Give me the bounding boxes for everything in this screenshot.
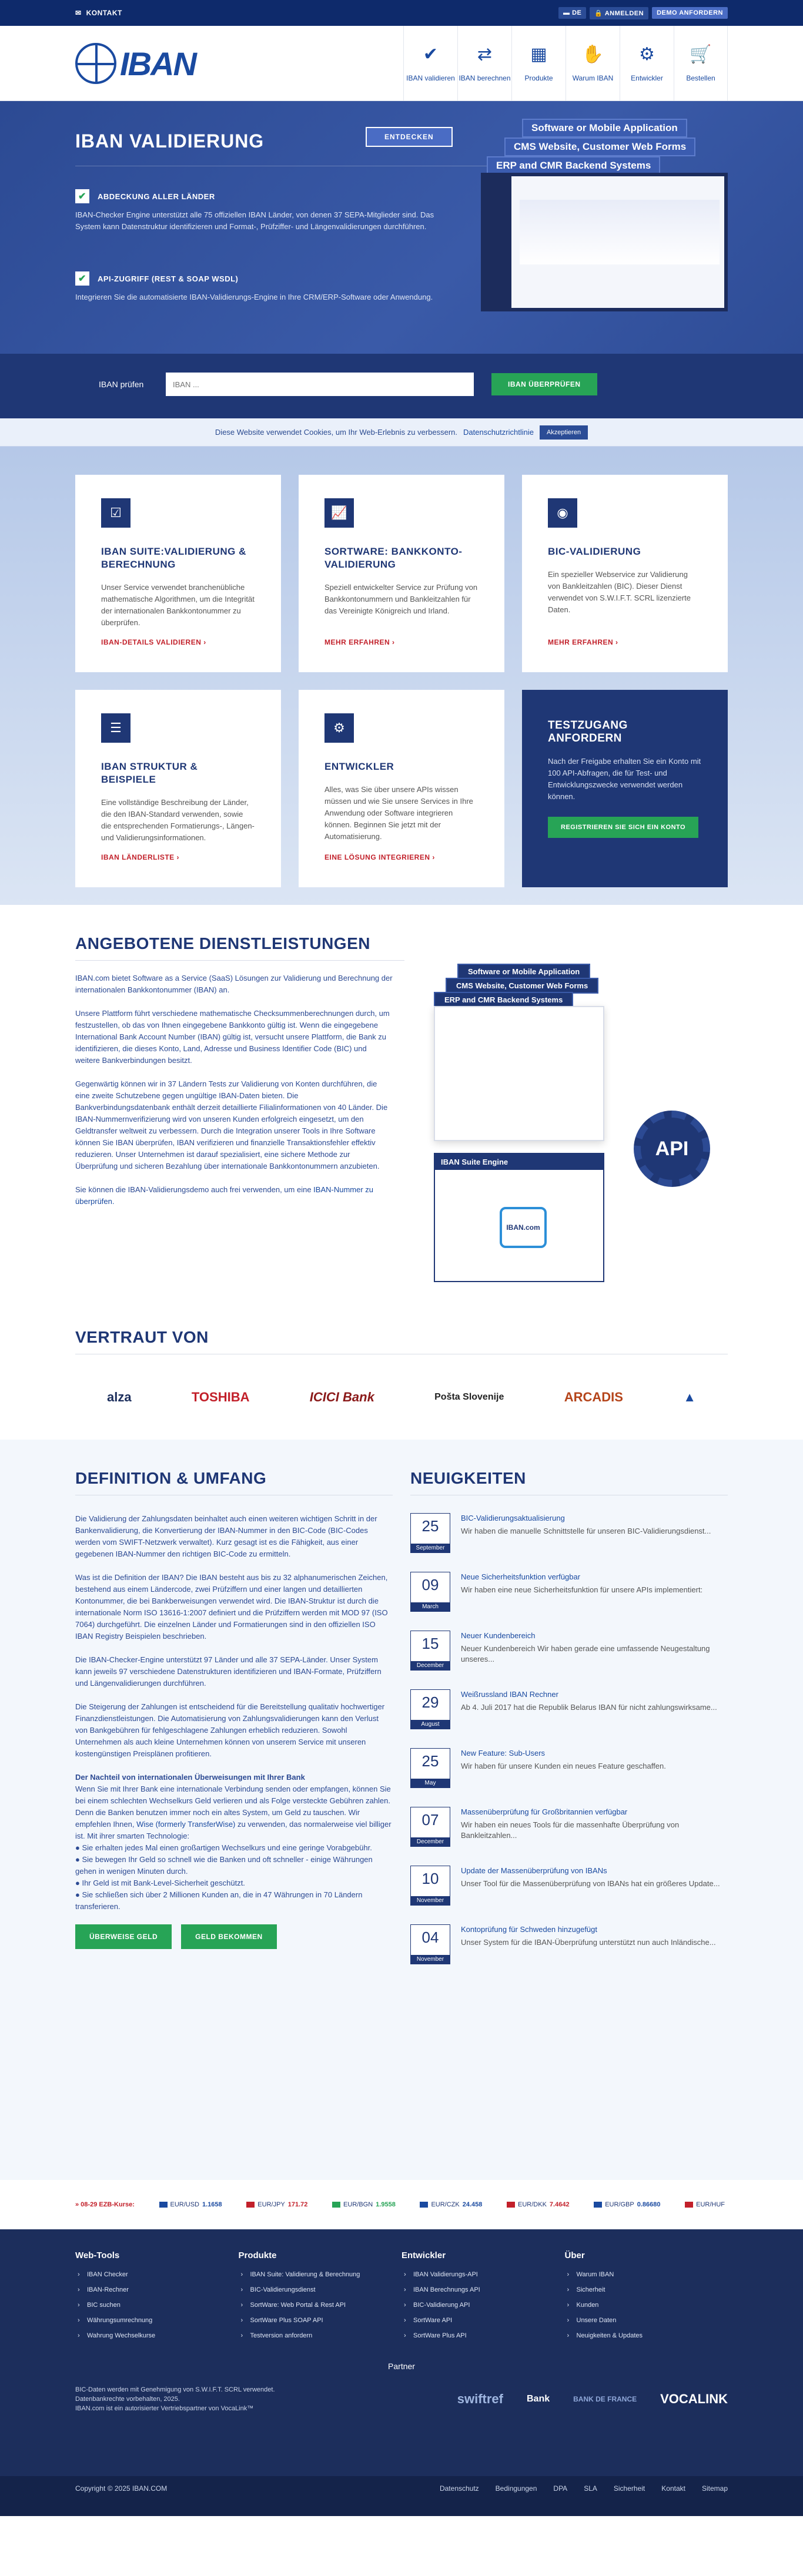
logo-badge: ▲ <box>683 1390 696 1404</box>
news-item[interactable]: 10 November Update der Massenüberprüfung von IBANs Unser Tool für die Massenüberprüfung von IBANs hat ein größeres Update... <box>410 1866 728 1904</box>
language-select[interactable]: ▬ DE <box>558 7 586 19</box>
receive-money-button[interactable]: GELD BEKOMMEN <box>181 1924 277 1949</box>
feature-api: ✔ API-ZUGRIFF (REST & SOAP WSDL) Integrieren Sie die automatisierte IBAN-Validierungs-Engine in Ihre CRM/ERP-Software oder Anwendung. <box>75 271 451 303</box>
card-link[interactable]: MEHR ERFAHREN › <box>324 638 395 646</box>
suite-engine-box: IBAN Suite Engine IBAN.com <box>434 1153 604 1282</box>
bottom-link-security[interactable]: Sicherheit <box>613 2484 645 2493</box>
cart-icon: 🛒 <box>690 45 712 64</box>
refresh-icon: ⇄ <box>477 45 493 64</box>
bottom-link-sitemap[interactable]: Sitemap <box>701 2484 728 2493</box>
logo-alza: alza <box>107 1390 132 1404</box>
logo-banque-france: BANK DE FRANCE <box>573 2395 637 2403</box>
bottom-link-dpa[interactable]: DPA <box>553 2484 568 2493</box>
iban-demo-link[interactable]: IBAN-Nummer zu überprüfen. <box>75 1185 374 1206</box>
footer-link[interactable]: › SortWare: Web Portal & Rest API <box>239 2302 402 2309</box>
wise-link[interactable]: Wise (formerly TransferWise) <box>136 1820 236 1829</box>
footer-link[interactable]: › SortWare API <box>402 2317 565 2324</box>
handshake-icon: ✋ <box>581 45 604 64</box>
flag-icon <box>594 2202 602 2208</box>
product-cards <box>0 447 803 905</box>
feature-coverage: ✔ ABDECKUNG ALLER LÄNDER IBAN-Checker Engine unterstützt alle 75 offiziellen IBAN Länder, von denen 37 SEPA-Mitglieder sind. Das System kann Datenstruktur identifizieren und Format-, Prüfziffer- und Längenvalidierungen durchführen. <box>75 189 451 233</box>
demo-request-button[interactable]: DEMO ANFORDERN <box>652 7 728 19</box>
hero <box>0 101 803 418</box>
news-date: 25 May <box>410 1748 450 1788</box>
hero-mockup: Software or Mobile Application CMS Website, Customer Web Forms ERP and CMR Backend Systems <box>481 119 728 330</box>
flag-icon <box>420 2202 428 2208</box>
discover-button[interactable]: ENTDECKEN <box>366 127 453 147</box>
trusted-by: VERTRAUT VON alza TOSHIBA ICICI Bank Pošta Slovenije ARCADIS ▲ <box>0 1328 803 1440</box>
footer-link[interactable]: › BIC suchen <box>75 2302 239 2309</box>
news-date: 10 November <box>410 1866 450 1906</box>
footer-link[interactable]: › IBAN Checker <box>75 2271 239 2278</box>
bottom-bar: Copyright © 2025 IBAN.COM Datenschutz Bedingungen DPA SLA Sicherheit Kontakt Sitemap <box>0 2476 803 2516</box>
news-item[interactable]: 25 May New Feature: Sub-Users Wir haben für unsere Kunden ein neues Feature geschaffen. <box>410 1748 728 1787</box>
footer-link[interactable]: › Unsere Daten <box>565 2317 728 2324</box>
contact-link[interactable]: ✉ KONTAKT <box>75 9 122 17</box>
news-item[interactable]: 15 December Neuer Kundenbereich Neuer Kundenbereich Wir haben gerade eine umfassende Neugestaltung unseres... <box>410 1631 728 1669</box>
chart-icon: 📈 <box>324 498 354 528</box>
top-bar <box>0 0 803 26</box>
card-trial: TESTZUGANG ANFORDERN Nach der Freigabe erhalten Sie ein Konto mit 100 API-Abfragen, die für Test- und Entwicklungszwecke verwendet werden können. REGISTRIEREN SIE SICH EIN KONTO <box>522 690 728 887</box>
news-item[interactable]: 09 March Neue Sicherheitsfunktion verfügbar Wir haben eine neue Sicherheitsfunktion für unsere APIs implementiert: <box>410 1572 728 1611</box>
bottom-link-sla[interactable]: SLA <box>584 2484 597 2493</box>
header <box>0 26 803 101</box>
check-icon: ✔ <box>423 45 439 64</box>
rate-item: EUR/CZK 24.458 <box>420 2201 482 2208</box>
footer-link[interactable]: › IBAN Berechnungs API <box>402 2286 565 2293</box>
footer-col-products: Produkte › IBAN Suite: Validierung & Berechnung › BIC-Validierungsdienst › SortWare: Web Portal & Rest API › SortWare Plus SOAP API › Testversion anfordern <box>239 2250 402 2347</box>
flag-icon <box>159 2202 168 2208</box>
dashboard-screenshot <box>434 1006 604 1141</box>
register-button[interactable]: REGISTRIEREN SIE SICH EIN KONTO <box>548 817 698 838</box>
divider <box>75 960 404 961</box>
bottom-link-contact[interactable]: Kontakt <box>661 2484 685 2493</box>
logo-bank: Bank <box>526 2394 550 2404</box>
news-date: 29 August <box>410 1689 450 1729</box>
footer-link[interactable]: › Testversion anfordern <box>239 2332 402 2339</box>
ticker-date: » 08-29 EZB-Kurse: <box>75 2201 135 2208</box>
news-column: NEUIGKEITEN 25 September BIC-Validierungsaktualisierung Wir haben die manuelle Schnittstelle für unseren BIC-Validierungsdienst... 09 March Neue Sicherheitsfunktion verfügbar Wir haben eine neue Sicherheitsfunktion für unsere APIs implementiert: 15 December Neuer Kundenbereich Neuer Kundenbereich Wir haben gerade eine umfassende Neugestaltung unseres... 29 August Weißrussland IBAN Rechner Ab 4. Juli 2017 hat die Republik Belarus IBAN für nicht zahlungswirksame... 25 May New Feature: Sub-Users Wir haben für unsere Kunden ein neues Feature geschaffen. 07 December Massenüberprüfung für Großbritannien verfügbar Wir haben ein neues Tools für die massenhafte Überprüfung von Bankleitzahlen... 10 November Update der Massenüberprüfung von IBANs Unser Tool für die Massenüberprüfung von IBANs hat ein größeres Update... 04 November Kontoprüfung für Schweden hinzugefügt Unser System für die IBAN-Überprüfung unterstützt nun auch Inländische... <box>410 1469 728 1983</box>
logo-icici: ICICI Bank <box>309 1390 374 1404</box>
card-iban-suite: ☑ IBAN SUITE:VALIDIERUNG & BERECHNUNG Unser Service verwendet branchenübliche mathematische Algorithmen, um die Integrität der internationalen Bankkontonummer zu überprüfen. IBAN-DETAILS VALIDIEREN › <box>75 475 281 672</box>
gear-icon: ⚙ <box>639 45 655 64</box>
definition-news-section <box>0 1440 803 2180</box>
nav-entwickler[interactable]: ⚙ Entwickler <box>620 26 674 101</box>
hex-icon: IBAN.com <box>500 1207 547 1248</box>
news-item[interactable]: 25 September BIC-Validierungsaktualisierung Wir haben die manuelle Schnittstelle für unseren BIC-Validierungsdienst... <box>410 1513 728 1552</box>
globe-icon <box>75 43 116 84</box>
flag-icon <box>332 2202 340 2208</box>
footer-col-about: Über › Warum IBAN › Sicherheit › Kunden › Unsere Daten › Neuigkeiten & Updates <box>565 2250 728 2347</box>
footer-link[interactable]: › IBAN-Rechner <box>75 2286 239 2293</box>
card-bic: ◉ BIC-VALIDIERUNG Ein spezieller Webservice zur Validierung von Bankleitzahlen (BIC). Dieser Dienst verwendet von S.W.I.F.T. SCRL lizenzierte Daten. MEHR ERFAHREN › <box>522 475 728 672</box>
footer-link[interactable]: › Neuigkeiten & Updates <box>565 2332 728 2339</box>
card-sortware: 📈 SORTWARE: BANKKONTO-VALIDIERUNG Speziell entwickelter Service zur Prüfung von Bankkontonummern und Bankleitzahlen für das Vereinigte Königreich und Irland. MEHR ERFAHREN › <box>299 475 504 672</box>
accept-cookies-button[interactable]: Akzeptieren <box>540 425 588 440</box>
dashboard-screenshot <box>481 173 728 311</box>
iban-logo[interactable]: IBAN <box>75 43 196 84</box>
footer-link[interactable]: › BIC-Validierungsdienst <box>239 2286 402 2293</box>
footer-link[interactable]: › Währungsumrechnung <box>75 2317 239 2324</box>
definition-column: DEFINITION & UMFANG Die Validierung der Zahlungsdaten beinhaltet auch einen weiteren wichtigen Schritt in der Bankenvalidierung, die Konvertierung der IBAN-Nummer in den BIC-Code (BIC-Codes werden vom SWIFT-Netzwerk verwaltet). Kurz gesagt ist es die Fähigkeit, aus einer gegebenen IBAN-Nummer den richtigen BIC-Code zu ermitteln. Was ist die Definition der IBAN? Die IBAN besteht aus bis zu 32 alphanumerischen Zeichen, bestehend aus einem Ländercode, zwei Prüfziffern und einer langen und detaillierten Kontonummer, die bei Bankberweisungen verwendet wird. Die IBAN-Struktur ist durch die internationale Norm ISO 13616-1:2007 definiert und die Prüfziffern werden mit MOD 97 (ISO 7064) durchgeführt. Die einzelnen Länder und Formatierungen sind in den offiziellen ISO IBAN Registry Beispielen beschrieben. Die IBAN-Checker-Engine unterstützt 97 Länder und alle 37 SEPA-Länder. Unser System kann jeweils 97 verschiedene Datenstrukturen identifizieren und IBAN-Formate, Prüfziffern und Längenvalidierungen durchführen. Die Steigerung der Zahlungen ist entscheidend für die Bereitstellung qualitativ hochwertiger Finanzdienstleistungen. Die Automatisierung von Zahlungsvalidierungen kann den Verlust von Bankgebühren für fehlgeschlagene Zahlungen erheblich reduzieren. Sowohl Unternehmen als auch kleine Unternehmen können von unserem Service mit unseren kostengünstigen Preisplänen profitieren. Der Nachteil von internationalen Überweisungen mit Ihrer Bank Wenn Sie mit Ihrer Bank eine internationale Verbindung senden oder empfangen, können Sie bei einem schlechten Wechselkurs Geld verlieren und als Folge versteckte Gebühren zahlen. Denn die Banken benutzen immer noch ein altes System, um Geld zu tauschen. Wir empfehlen Ihnen, Wise (formerly TransferWise) zu verwenden, das normalerweise viel billiger ist. Mit ihrer smarten Technologie: ● Sie erhalten jedes Mal einen großartigen Wechselkurs und eine geringe Vorabgebühr. ● Sie bewegen Ihr Geld so schnell wie die Banken und oft schneller - einige Währungen gehen in wenigen Minuten durch. ● Ihr Geld ist mit Bank-Level-Sicherheit geschützt. ● Sie schließen sich über 2 Millionen Kunden an, die in 47 Währungen in 70 Ländern transferieren. ÜBERWEISE GELD GELD BEKOMMEN <box>75 1469 393 1983</box>
rate-item: EUR/USD 1.1658 <box>159 2201 222 2208</box>
nav-iban-berechnen[interactable]: ⇄ IBAN berechnen <box>457 26 511 101</box>
rate-item: EUR/BGN 1.9558 <box>332 2201 396 2208</box>
privacy-link[interactable]: Datenschutzrichtlinie <box>463 428 534 437</box>
footer-link[interactable]: › Kunden <box>565 2302 728 2309</box>
logo-toshiba: TOSHIBA <box>191 1390 250 1404</box>
grid-icon: ▦ <box>530 45 547 64</box>
lock-icon: 🔒 <box>594 9 605 17</box>
footer-col-webtools: Web-Tools › IBAN Checker › IBAN-Rechner › BIC suchen › Währungsumrechnung › Wahrung Wechselkurse <box>75 2250 239 2347</box>
send-money-button[interactable]: ÜBERWEISE GELD <box>75 1924 172 1949</box>
card-link[interactable]: EINE LÖSUNG INTEGRIEREN › <box>324 853 435 861</box>
rate-item: EUR/HUF <box>685 2201 728 2208</box>
iban-search-bar: IBAN prüfen IBAN ... IBAN ÜBERPRÜFEN <box>0 354 803 418</box>
footer-link[interactable]: › BIC-Validierung API <box>402 2302 565 2309</box>
services-diagram: Software or Mobile Application CMS Website, Customer Web Forms ERP and CMR Backend Systems API IBAN Suite Engine IBAN.com <box>434 964 728 1281</box>
gears-icon: ⚙ <box>324 713 354 743</box>
card-iban-structure: ☰ IBAN STRUKTUR & BEISPIELE Eine vollständige Beschreibung der Länder, die den IBAN-Standard verwenden, sowie die entsprechenden Formatierungs-, Längen- und Validierungsinformationen. IBAN LÄNDERLISTE › <box>75 690 281 887</box>
news-date: 07 December <box>410 1807 450 1847</box>
logo-swiftref: swiftref <box>457 2391 503 2406</box>
bottom-link-privacy[interactable]: Datenschutz <box>439 2484 479 2493</box>
footer-link[interactable]: › SortWare Plus API <box>402 2332 565 2339</box>
card-developer: ⚙ ENTWICKLER Alles, was Sie über unsere APIs wissen müssen und wie Sie unsere Services in Ihre Anwendung oder Software integrieren können. Beginnen Sie jetzt mit der Automatisierung. EINE LÖSUNG INTEGRIEREN › <box>299 690 504 887</box>
footer-link[interactable]: › IBAN Validierungs-API <box>402 2271 565 2278</box>
mail-icon: ✉ <box>75 9 82 17</box>
footer-link[interactable]: › IBAN Suite: Validierung & Berechnung <box>239 2271 402 2278</box>
iban-check-button[interactable]: IBAN ÜBERPRÜFEN <box>491 373 597 395</box>
nav-iban-validieren[interactable]: ✔ IBAN validieren <box>403 26 457 101</box>
cookie-banner: Diese Website verwendet Cookies, um Ihr Web-Erlebnis zu verbessern. Datenschutzrichtlinie Akzeptieren <box>0 418 803 447</box>
main-nav <box>403 26 728 101</box>
news-date: 09 March <box>410 1572 450 1612</box>
news-date: 04 November <box>410 1924 450 1964</box>
news-date: 15 December <box>410 1631 450 1671</box>
check-icon: ✔ <box>75 271 89 286</box>
check-icon: ✔ <box>75 189 89 203</box>
login-button[interactable]: 🔒 ANMELDEN <box>590 7 648 19</box>
news-item[interactable]: 07 December Massenüberprüfung für Großbritannien verfügbar Wir haben ein neues Tools für die massenhafte Überprüfung von Bankleitzahlen... <box>410 1807 728 1846</box>
exchange-rate-ticker <box>0 2180 803 2229</box>
flag-icon <box>507 2202 515 2208</box>
card-link[interactable]: MEHR ERFAHREN › <box>548 638 618 646</box>
globe-icon: ◉ <box>548 498 577 528</box>
card-link[interactable]: IBAN-DETAILS VALIDIEREN › <box>101 638 206 646</box>
iban-input[interactable] <box>166 373 474 396</box>
nav-bestellen[interactable]: 🛒 Bestellen <box>674 26 728 101</box>
footer-link[interactable]: › Wahrung Wechselkurse <box>75 2332 239 2339</box>
flag-icon <box>685 2202 693 2208</box>
partners-title: Partner <box>388 2362 415 2371</box>
api-gear-icon: API <box>634 1111 710 1187</box>
hero-title: IBAN VALIDIERUNG <box>75 130 265 152</box>
nav-produkte[interactable]: ▦ Produkte <box>511 26 566 101</box>
flag-de-icon: ▬ <box>563 9 573 16</box>
services-section: ANGEBOTENE DIENSTLEISTUNGEN IBAN.com bietet Software as a Service (SaaS) Lösungen zur Validierung und Berechnung der internationalen Bankkontonummer (IBAN) an. Unsere Plattform führt verschiedene mathematische Checksummenberechnungen durch, um festzustellen, ob das von Ihnen eingegebene Bankkonto gültig ist. Wenn die eingegebene International Bank Account Number (IBAN) gültig ist, versucht unsere Plattform, die Bank zu identifizieren, die dieses Konto, Land, Adresse und Business Identifier Code (BIC) und weitere Bankverbindungen besitzt. Gegenwärtig können wir in 37 Ländern Tests zur Validierung von Konten durchführen, die eine zweite Schutzebene gegen ungültige IBAN-Daten bieten. Die Bankverbindungsdatenbank enthält derzeit detaillierte Filialinformationen von 40 Länder. Die IBAN-Nummernverifizierung wird von unseren Kunden erfolgreich eingesetzt, um den Geldtransfer weltweit zu verbessern. Durch die Integration unserer Tools in Ihre Software können Sie IBAN überprüfen, IBAN verifizieren und finanzielle Transaktionsfehler effektiv reduzieren. Unser Unternehmen ist darauf spezialisiert, eine sichere Methode zur Überprüfung und sicheren Bezahlung über internationale Bankkontonummern anzubieten. Sie können die IBAN-Validierungsdemo auch frei verwenden, um eine IBAN-Nummer zu überprüfen. Software or Mobile Application CMS Website, Customer Web Forms ERP and CMR Backend Systems API IBAN Suite Engine IBAN.com <box>0 905 803 1328</box>
flag-icon <box>246 2202 255 2208</box>
logo-posta: Pošta Slovenije <box>434 1392 504 1402</box>
footer-col-developer: Entwickler › IBAN Validierungs-API › IBAN Berechnungs API › BIC-Validierung API › SortWare API › SortWare Plus API <box>402 2250 565 2347</box>
footer-link[interactable]: › SortWare Plus SOAP API <box>239 2317 402 2324</box>
news-item[interactable]: 29 August Weißrussland IBAN Rechner Ab 4. Juli 2017 hat die Republik Belarus IBAN für nicht zahlungswirksame... <box>410 1689 728 1728</box>
list-icon: ☰ <box>101 713 131 743</box>
news-item[interactable]: 04 November Kontoprüfung für Schweden hinzugefügt Unser System für die IBAN-Überprüfung unterstützt nun auch Inländische... <box>410 1924 728 1963</box>
logo-arcadis: ARCADIS <box>564 1390 623 1404</box>
footer-link[interactable]: › Warum IBAN <box>565 2271 728 2278</box>
card-link[interactable]: IBAN LÄNDERLISTE › <box>101 853 180 861</box>
footer <box>0 2229 803 2476</box>
rate-item: EUR/GBP 0.86680 <box>594 2201 660 2208</box>
logo-vocalink: VOCALINK <box>660 2391 728 2406</box>
rate-item: EUR/DKK 7.4642 <box>507 2201 570 2208</box>
news-date: 25 September <box>410 1513 450 1553</box>
nav-warum-iban[interactable]: ✋ Warum IBAN <box>566 26 620 101</box>
partner-note: BIC-Daten werden mit Genehmigung von S.W.I.F.T. SCRL verwendet. Datenbankrechte vorbehalten, 2025. IBAN.com ist ein autorisierter Vertriebspartner von VocaLink™ <box>75 2386 275 2412</box>
bottom-link-terms[interactable]: Bedingungen <box>495 2484 537 2493</box>
footer-link[interactable]: › Sicherheit <box>565 2286 728 2293</box>
check-square-icon: ☑ <box>101 498 131 528</box>
rate-item: EUR/JPY 171.72 <box>246 2201 307 2208</box>
